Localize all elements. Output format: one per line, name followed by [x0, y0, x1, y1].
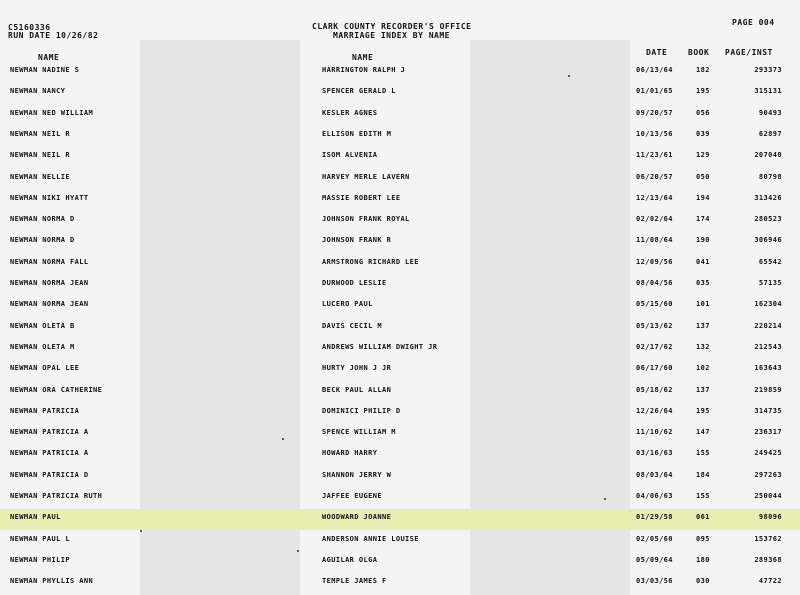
marriage-date: 06/20/57: [636, 172, 673, 181]
page-inst-number: 297263: [754, 470, 782, 479]
book-number: 195: [696, 406, 710, 415]
name: NEWMAN PHILIP: [10, 555, 70, 564]
page-inst-number: 280523: [754, 215, 782, 224]
book-number: 137: [696, 321, 710, 330]
book-number: 061: [696, 513, 710, 522]
spouse-name: JOHNSON FRANK ROYAL: [322, 215, 410, 224]
index-row: [0, 467, 800, 488]
index-row: [0, 552, 800, 573]
book-number: 030: [696, 577, 710, 586]
name: NEWMAN NIKI HYATT: [10, 193, 89, 202]
spouse-name: BECK PAUL ALLAN: [322, 385, 392, 394]
marriage-date: 06/17/60: [636, 364, 673, 373]
index-row: [0, 360, 800, 381]
book-number: 132: [696, 342, 710, 351]
column-header-book: BOOK: [688, 48, 710, 57]
index-row: [0, 339, 800, 360]
page-number: PAGE 004: [732, 18, 775, 27]
book-number: 155: [696, 492, 710, 500]
name: NEWMAN NORMA JEAN: [10, 300, 89, 309]
book-number: 195: [696, 87, 710, 96]
index-row: [0, 382, 800, 403]
column-header-name: NAME: [38, 53, 60, 62]
spouse-name: TEMPLE JAMES F: [322, 577, 387, 586]
marriage-date: 11/10/62: [636, 428, 673, 437]
spouse-name: AGUILAR OLGA: [322, 555, 378, 564]
index-row: [0, 254, 800, 275]
name: NEWMAN NANCY: [10, 87, 66, 96]
spouse-name: ANDERSON ANNIE LOUISE: [322, 534, 419, 543]
book-number: 035: [696, 279, 710, 287]
column-header-spouse-name: NAME: [352, 53, 374, 62]
name: NEWMAN PATRICIA A: [10, 449, 89, 458]
spouse-name: HARVEY MERLE LAVERN: [322, 172, 410, 181]
page-inst-number: 162304: [754, 300, 782, 309]
page-inst-number: 313426: [754, 193, 782, 202]
index-row: [0, 105, 800, 126]
spouse-name: DURWOOD LESLIE: [322, 279, 387, 287]
book-number: 194: [696, 193, 710, 202]
book-number: 041: [696, 257, 710, 266]
name: NEWMAN PHYLLIS ANN: [10, 577, 94, 586]
index-row: [0, 318, 800, 339]
spouse-name: JAFFEE EUGENE: [322, 492, 382, 500]
page-inst-number: 65542: [758, 257, 782, 266]
book-number: 056: [696, 108, 710, 117]
spouse-name: ANDREWS WILLIAM DWIGHT JR: [322, 342, 438, 351]
book-number: 102: [696, 364, 710, 373]
book-number: 039: [696, 129, 710, 138]
index-row: [0, 296, 800, 317]
index-row: [0, 403, 800, 424]
spouse-name: HOWARD HARRY: [322, 449, 378, 458]
index-row: [0, 531, 800, 552]
book-number: 050: [696, 172, 710, 181]
page-inst-number: 250044: [754, 492, 782, 500]
index-row: [0, 62, 800, 83]
page-inst-number: 47722: [758, 577, 782, 586]
page-inst-number: 249425: [754, 449, 782, 458]
spouse-name: MASSIE ROBERT LEE: [322, 193, 401, 202]
spouse-name: JOHNSON FRANK R: [322, 236, 392, 245]
book-number: 129: [696, 151, 710, 160]
scan-speck: [140, 530, 142, 532]
column-header-page-inst: PAGE/INST: [725, 48, 773, 57]
book-number: 095: [696, 534, 710, 543]
spouse-name: HURTY JOHN J JR: [322, 364, 392, 373]
name: NEWMAN PATRICIA D: [10, 470, 89, 479]
spouse-name: KESLER AGNES: [322, 108, 378, 117]
page-inst-number: 153762: [754, 534, 782, 543]
index-row: [0, 83, 800, 104]
spouse-name: WOODWARD JOANNE: [322, 513, 392, 522]
index-row: [0, 445, 800, 466]
name: NEWMAN OLETA B: [10, 321, 75, 330]
page-inst-number: 212543: [754, 342, 782, 351]
index-row: [0, 169, 800, 190]
name: NEWMAN NEIL R: [10, 151, 70, 160]
book-number: 182: [696, 66, 710, 74]
book-number: 184: [696, 470, 710, 479]
index-row: [0, 275, 800, 296]
office-title: CLARK COUNTY RECORDER'S OFFICE: [312, 22, 472, 31]
spouse-name: ISOM ALVENIA: [322, 151, 378, 160]
name: NEWMAN NORMA D: [10, 215, 75, 224]
scan-speck: [297, 550, 299, 552]
scan-speck: [282, 438, 284, 440]
index-row: [0, 232, 800, 253]
marriage-date: 12/13/64: [636, 193, 673, 202]
page-inst-number: 315131: [754, 87, 782, 96]
marriage-date: 01/29/58: [636, 513, 673, 522]
page-inst-number: 219859: [754, 385, 782, 394]
index-row: [0, 190, 800, 211]
spouse-name: SHANNON JERRY W: [322, 470, 392, 479]
book-number: 180: [696, 555, 710, 564]
index-row: [0, 509, 800, 530]
marriage-date: 01/01/65: [636, 87, 673, 96]
marriage-date: 09/20/57: [636, 108, 673, 117]
index-row: [0, 488, 800, 509]
index-row: [0, 147, 800, 168]
marriage-date: 02/02/64: [636, 215, 673, 224]
page-inst-number: 98096: [758, 513, 782, 522]
marriage-date: 11/23/61: [636, 151, 673, 160]
spouse-name: SPENCE WILLIAM M: [322, 428, 396, 437]
name: NEWMAN OPAL LEE: [10, 364, 80, 373]
marriage-date: 02/05/60: [636, 534, 673, 543]
marriage-date: 03/16/63: [636, 449, 673, 458]
page-inst-number: 293373: [754, 66, 782, 74]
marriage-date: 08/04/56: [636, 279, 673, 287]
spouse-name: HARRINGTON RALPH J: [322, 66, 406, 74]
name: NEWMAN NED WILLIAM: [10, 108, 94, 117]
marriage-date: 10/13/56: [636, 129, 673, 138]
page-inst-number: 289368: [754, 555, 782, 564]
marriage-date: 03/03/56: [636, 577, 673, 586]
book-number: 155: [696, 449, 710, 458]
index-row: [0, 211, 800, 232]
column-header-date: DATE: [646, 48, 668, 57]
spouse-name: ELLISON EDITH M: [322, 129, 392, 138]
spouse-name: DAVIS CECIL M: [322, 321, 382, 330]
marriage-date: 05/15/60: [636, 300, 673, 309]
name: NEWMAN PATRICIA RUTH: [10, 492, 103, 500]
marriage-date: 11/08/64: [636, 236, 673, 245]
name: NEWMAN NADINE S: [10, 66, 80, 74]
marriage-date: 05/13/62: [636, 321, 673, 330]
name: NEWMAN PAUL L: [10, 534, 70, 543]
book-number: 190: [696, 236, 710, 245]
page-inst-number: 220214: [754, 321, 782, 330]
report-id: C5160336: [8, 23, 51, 32]
name: NEWMAN NEIL R: [10, 129, 70, 138]
book-number: 174: [696, 215, 710, 224]
marriage-date: 12/09/56: [636, 257, 673, 266]
index-row: [0, 573, 800, 594]
index-row: [0, 424, 800, 445]
name: NEWMAN PATRICIA: [10, 406, 80, 415]
name: NEWMAN NORMA JEAN: [10, 279, 89, 287]
marriage-date: 05/18/62: [636, 385, 673, 394]
page-inst-number: 163643: [754, 364, 782, 373]
marriage-date: 06/13/64: [636, 66, 673, 74]
page-inst-number: 306946: [754, 236, 782, 245]
name: NEWMAN PATRICIA A: [10, 428, 89, 437]
spouse-name: ARMSTRONG RICHARD LEE: [322, 257, 419, 266]
book-number: 101: [696, 300, 710, 309]
index-title: MARRIAGE INDEX BY NAME: [333, 31, 450, 40]
name: NEWMAN PAUL: [10, 513, 61, 522]
scan-speck: [568, 75, 570, 77]
name: NEWMAN NORMA D: [10, 236, 75, 245]
page-inst-number: 90493: [758, 108, 782, 117]
name: NEWMAN ORA CATHERINE: [10, 385, 103, 394]
marriage-date: 05/09/64: [636, 555, 673, 564]
name: NEWMAN NELLIE: [10, 172, 70, 181]
name: NEWMAN OLETA M: [10, 342, 75, 351]
marriage-date: 04/06/63: [636, 492, 673, 500]
marriage-date: 02/17/62: [636, 342, 673, 351]
spouse-name: SPENCER GERALD L: [322, 87, 396, 96]
index-row: [0, 126, 800, 147]
page-inst-number: 80798: [758, 172, 782, 181]
run-date: RUN DATE 10/26/82: [8, 31, 99, 40]
book-number: 147: [696, 428, 710, 437]
marriage-date: 08/03/64: [636, 470, 673, 479]
scan-speck: [604, 498, 606, 500]
book-number: 137: [696, 385, 710, 394]
page-inst-number: 62897: [758, 129, 782, 138]
marriage-date: 12/26/64: [636, 406, 673, 415]
page-inst-number: 314735: [754, 406, 782, 415]
spouse-name: LUCERO PAUL: [322, 300, 373, 309]
page-inst-number: 207040: [754, 151, 782, 160]
page-inst-number: 57135: [758, 279, 782, 287]
name: NEWMAN NORMA FALL: [10, 257, 89, 266]
spouse-name: DOMINICI PHILIP D: [322, 406, 401, 415]
page-inst-number: 236317: [754, 428, 782, 437]
